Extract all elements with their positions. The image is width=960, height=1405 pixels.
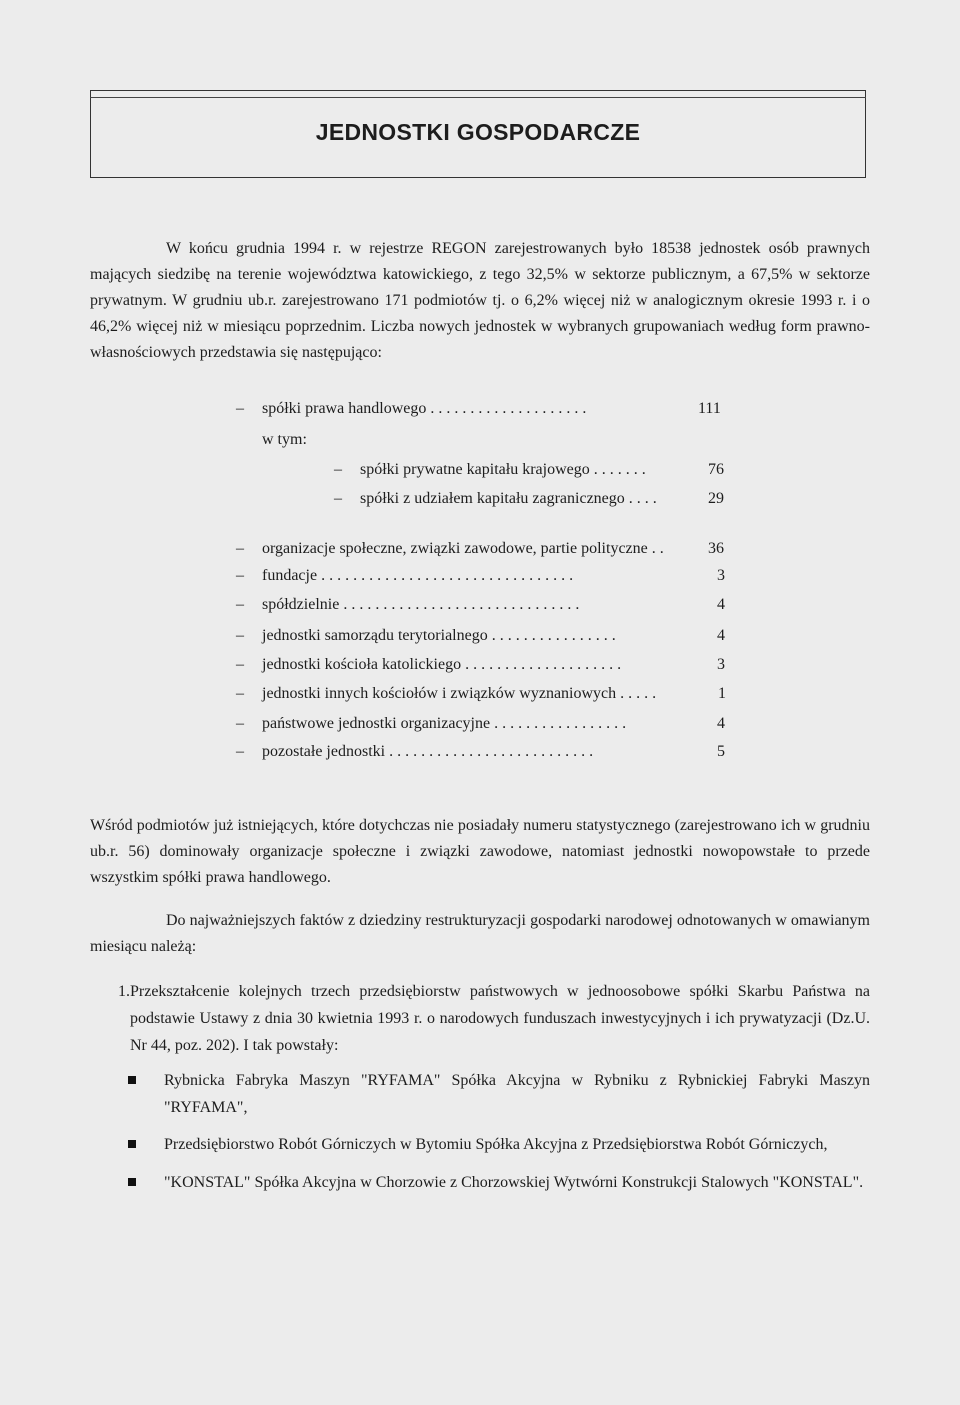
bullet-text: Przedsiębiorstwo Robót Górniczych w Bytomiu Spółka Akcyjna z Przedsiębiorstwa Robót Górniczych, xyxy=(164,1136,828,1153)
list-value: 5 xyxy=(717,743,725,760)
list-dash: – xyxy=(236,567,244,584)
list-label: spółki prawa handlowego . . . . . . . . . . . . . . . . . . . . xyxy=(262,400,587,417)
numbered-item xyxy=(118,978,870,1059)
list-label: spółdzielnie . . . . . . . . . . . . . . . . . . . . . . . . . . . . . . xyxy=(262,596,580,613)
list-value: 4 xyxy=(717,715,725,732)
list-label: fundacje . . . . . . . . . . . . . . . . . . . . . . . . . . . . . . . . xyxy=(262,567,574,584)
list-dash: – xyxy=(334,461,342,478)
list-dash: – xyxy=(236,627,244,644)
list-label: organizacje społeczne, związki zawodowe, partie polityczne . . xyxy=(262,540,664,557)
item-number: 1. xyxy=(118,983,130,1000)
list-dash: – xyxy=(236,656,244,673)
item-text xyxy=(130,978,870,1059)
bullet-text: "KONSTAL" Spółka Akcyjna w Chorzowie z Chorzowskiej Wytwórni Konstrukcji Stalowych "KONSTAL". xyxy=(164,1174,864,1191)
list-item xyxy=(128,1131,870,1158)
list-value: 4 xyxy=(717,596,725,613)
square-bullet-icon xyxy=(128,1140,136,1148)
list-dash: – xyxy=(236,596,244,613)
list-label: jednostki innych kościołów i związków wyznaniowych . . . . . xyxy=(262,685,657,702)
list-label: państwowe jednostki organizacyjne . . . . . . . . . . . . . . . . . xyxy=(262,715,627,732)
page-title: JEDNOSTKI GOSPODARCZE xyxy=(315,119,641,145)
list-label: pozostałe jednostki . . . . . . . . . . . . . . . . . . . . . . . . . . xyxy=(262,743,594,760)
list-value: 111 xyxy=(698,400,721,417)
list-dash: – xyxy=(236,400,244,417)
list-dash: – xyxy=(236,540,244,557)
title-box xyxy=(90,90,866,178)
square-bullet-icon xyxy=(128,1178,136,1186)
list-dash: – xyxy=(236,715,244,732)
list-value: 3 xyxy=(717,567,725,584)
bullet-text: Rybnicka Fabryka Maszyn "RYFAMA" Spółka Akcyjna w Rybniku z Rybnickiej Fabryki Maszyn "RYFAMA", xyxy=(164,1072,870,1116)
list-value: 29 xyxy=(708,490,724,507)
list-label: spółki prywatne kapitału krajowego . . . . . . . xyxy=(360,461,646,478)
list-value: 4 xyxy=(717,627,725,644)
list-label: spółki z udziałem kapitału zagranicznego . . . . xyxy=(360,490,657,507)
list-item xyxy=(128,1169,870,1196)
intro-paragraph: W końcu grudnia 1994 r. w rejestrze REGON zarejestrowanych było 18538 jednostek osób prawnych mających siedzibę na terenie województwa katowickiego, z tego 32,5% w sektorze publicznym, a 67,5% w sektorze prywatnym. W grudniu ub.r. zarejestrowano 171 podmiotów tj. o 6,2% więcej niż w analogicznym okresie 1993 r. i o 46,2% więcej niż w miesiącu poprzednim. Liczba nowych jednostek w wybranych grupowaniach według form prawno-własnościowych przedstawia się następująco: xyxy=(90,240,870,361)
list-value: 76 xyxy=(708,461,724,478)
square-bullet-icon xyxy=(128,1076,136,1084)
list-label: jednostki samorządu terytorialnego . . . . . . . . . . . . . . . . xyxy=(262,627,616,644)
list-label: jednostki kościoła katolickiego . . . . . . . . . . . . . . . . . . . . xyxy=(262,656,622,673)
list-subheading: w tym: xyxy=(262,431,307,448)
title-rule xyxy=(90,97,866,98)
list-value: 36 xyxy=(708,540,724,557)
paragraph-restructuring: Do najważniejszych faktów z dziedziny restrukturyzacji gospodarki narodowej odnotowanych w omawianym miesiącu należą: xyxy=(90,912,870,955)
list-value: 1 xyxy=(718,685,726,702)
list-value: 3 xyxy=(717,656,725,673)
list-dash: – xyxy=(334,490,342,507)
list-dash: – xyxy=(236,685,244,702)
paragraph-existing-entities: Wśród podmiotów już istniejących, które dotychczas nie posiadały numeru statystycznego (zarejestrowano ich w grudniu ub.r. 56) dominowały organizacje społeczne i związki zawodowe, natomiast jednostki nowopowstałe to przede wszystkim spółki prawa handlowego. xyxy=(90,817,870,886)
list-item xyxy=(128,1067,870,1121)
list-dash: – xyxy=(236,743,244,760)
item-text-body: Przekształcenie kolejnych trzech przedsiębiorstw państwowych w jednoosobowe spółki Skarbu Państwa na podstawie Ustawy z dnia 30 kwietnia 1993 r. o narodowych funduszach inwestycyjnych i ich prywatyzacji (Dz.U. Nr 44, poz. 202). I tak powstały: xyxy=(130,983,870,1054)
